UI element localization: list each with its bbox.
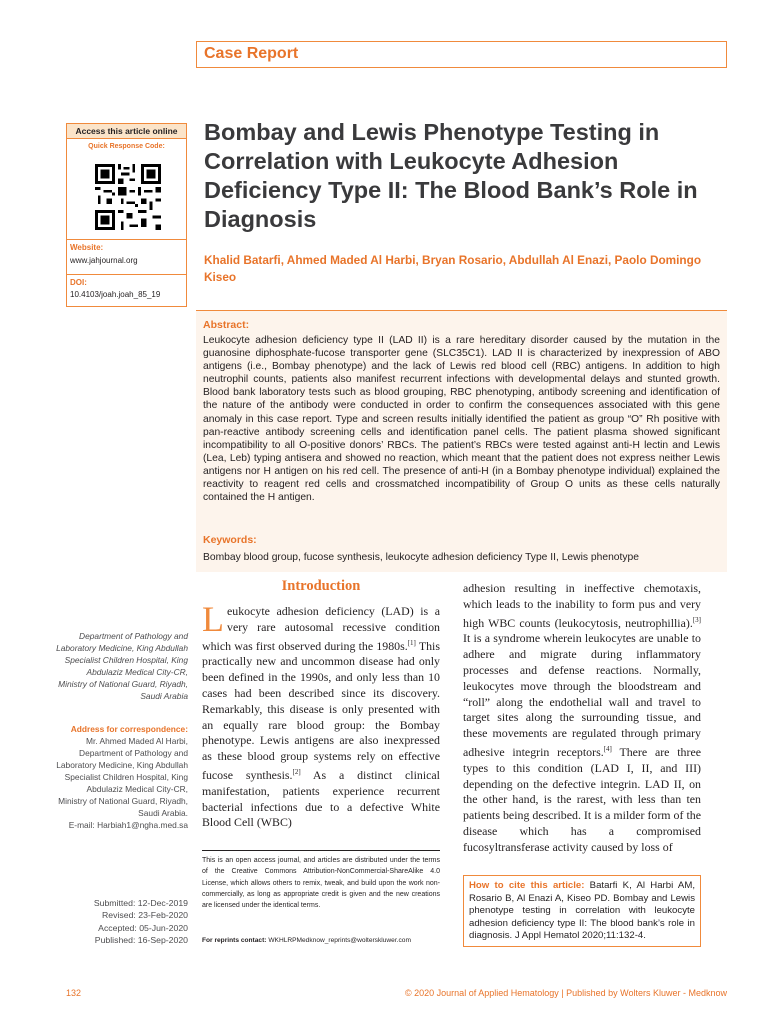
author-list: Khalid Batarfi, Ahmed Maded Al Harbi, Bryan Rosario, Abdullah Al Enazi, Paolo Domingo Kiseo: [204, 253, 702, 284]
reprints-email[interactable]: WKHLRPMedknow_reprints@wolterskluwer.com: [266, 937, 411, 944]
reprints-label: For reprints contact:: [202, 937, 267, 944]
citation-ref[interactable]: [1]: [407, 638, 416, 647]
website-link[interactable]: www.jahjournal.org: [70, 256, 138, 265]
page-number: 132: [66, 988, 82, 998]
intro-text: It is a syndrome wherein leukocytes are unable to adhere and migrate during inflammatory processes and defense reactions. Normally, leukocytes move through the bloodstream and “roll” along the endothelial wall and travel to target sites along the surrounding tissue, and these movements are regulated through primary adhesive integrin receptors.: [463, 631, 701, 759]
divider: [67, 239, 186, 240]
intro-paragraph: [202, 599, 440, 831]
affiliation-text: Department of Pathology and Laboratory Medicine, King Abdullah Specialist Children Hospital, King Abdulaziz Medical City-CR, Ministry of National Guard, Riyadh, Saudi Arabia: [56, 631, 188, 701]
qr-label: Quick Response Code:: [88, 143, 165, 150]
keywords-text: Bombay blood group, fucose synthesis, leukocyte adhesion deficiency Type II, Lewis phenotype: [203, 552, 639, 563]
website-label: Website:: [70, 243, 104, 252]
intro-text: There are three types to this condition (LAD I, II, and III) depending on the defective integrin. LAD II, on the other hand, is the rarest, with less than ten patients being described. It is a milder form of the disease which has a compromised fucosyltransferase activity caused by loss of: [463, 744, 701, 854]
body-column-right: [463, 581, 701, 855]
intro-paragraph-cont: [463, 581, 701, 855]
date-accepted: Accepted: 05-Jun-2020: [98, 922, 188, 933]
date-revised: Revised: 23-Feb-2020: [102, 910, 188, 921]
citation-label: How to cite this article:: [469, 880, 585, 891]
publisher-footer: © 2020 Journal of Applied Hematology | Published by Wolters Kluwer - Medknow: [405, 988, 727, 998]
article-dates: [56, 897, 188, 947]
doi-label: DOI:: [70, 278, 87, 287]
doi-link[interactable]: 10.4103/joah.joah_85_19: [70, 290, 161, 299]
body-column-left: [202, 578, 440, 831]
license-notice: This is an open access journal, and articles are distributed under the terms of the Creative Commons Attribution-NonCommercial-ShareAlike 4.0 License, which allows others to remix, tweak, and build upon the work non-commercially, as long as appropriate credit is given and the new creations are licensed under the identical terms.: [202, 850, 440, 911]
qr-code-icon[interactable]: [92, 161, 164, 233]
abstract-text: Leukocyte adhesion deficiency type II (LAD II) is a rare hereditary disorder caused by the mutation in the guanosine diphosphate-fucose transporter gene (SLC35C1). LAD II is characterized by inexpression of ABO antigens (i.e., Bombay phenotype) and the lack of Lewis red blood cell (RBC) antigens. In addition to high neutrophil counts, patients also manifest recurrent infections with developmental delays and stunted growth. Blood bank laboratory tests such as blood grouping, RBC phenotyping, antibody screening and identification of the nature of the antibody were conducted in order to confirm the consequences associated with this gene anomaly in this case report. Type and screen results initially identified the patient as group “O” Rh positive with pan-reactive antibody screening cells and identification panel cells. The patient plasma showed significant incompatibility to all O-positive donors’ RBCs. The patient’s RBCs were tested against anti-H lectin and Lewis (Lea, Leb) typing antisera and showed no reaction, which meant that the patient does not express neither Lewis antigens nor H antigen on his red cell. The presence of anti-H (in a Bombay phenotype individual) explained the reactivity to reagent red cells and crossmatched incompatibility of Group O units as these cells naturally contained the H antigen.: [203, 335, 720, 504]
reprints-contact: [202, 937, 452, 944]
affiliation-block: [56, 630, 188, 831]
intro-text: This practically new and uncommon disease had only been defined in the 1990s, and only less than 10 cases had been described since its discovery. Remarkably, this disease is only presented with an equally rare blood group: the Bombay phenotype. Lewis antigens are also inexpressed as these blood group systems rely on effective fucose synthesis.: [202, 638, 440, 782]
access-header: Access this article online: [67, 124, 186, 139]
correspondence-heading: Address for correspondence:: [70, 724, 188, 734]
intro-text: As a distinct clinical manifestation, patients experience recurrent bacterial infections due to a defective White Blood Cell (WBC): [202, 767, 440, 830]
access-article-box: [66, 123, 187, 307]
citation-ref[interactable]: [3]: [692, 615, 701, 624]
citation-text: Batarfi K, Al Harbi AM, Rosario B, Al Enazi A, Kiseo PD. Bombay and Lewis phenotype testing in correlation with leukocyte adhesion deficiency type II: The blood bank’s role in diagnosis. J Appl Hematol 2020;11:132-4.: [469, 880, 695, 942]
abstract-box: [196, 310, 727, 572]
abstract-heading: Abstract:: [203, 319, 250, 331]
date-submitted: Submitted: 12-Dec-2019: [93, 898, 188, 908]
correspondence-email[interactable]: E-mail: Harbiah1@ngha.med.sa: [68, 820, 188, 830]
section-label: Case Report: [196, 41, 727, 68]
citation-box: [463, 875, 701, 947]
article-title: Bombay and Lewis Phenotype Testing in Correlation with Leukocyte Adhesion Deficiency Type II: The Blood Bank’s Role in Diagnosis: [204, 119, 698, 232]
date-published: Published: 16-Sep-2020: [94, 935, 188, 946]
divider: [67, 274, 186, 275]
intro-text: eukocyte adhesion deficiency (LAD) is a very rare autosomal recessive condition which was first observed during the 1980s.: [202, 604, 440, 653]
dropcap-letter: L: [202, 599, 224, 639]
citation-ref[interactable]: [2]: [292, 767, 301, 776]
correspondence-text: Mr. Ahmed Maded Al Harbi, Department of Pathology and Laboratory Medicine, King Abdullah Specialist Children Hospital, King Abdulaziz Medical City-CR, Ministry of National Guard, Riyadh, Saudi Arabia.: [56, 736, 188, 818]
keywords-heading: Keywords:: [203, 534, 257, 546]
introduction-heading: Introduction: [281, 578, 361, 594]
intro-text: adhesion resulting in ineffective chemotaxis, which leads to the inability to form pus and very high WBC counts (leukocytosis, neutrophillia).: [463, 581, 701, 630]
citation-ref[interactable]: [4]: [603, 744, 612, 753]
